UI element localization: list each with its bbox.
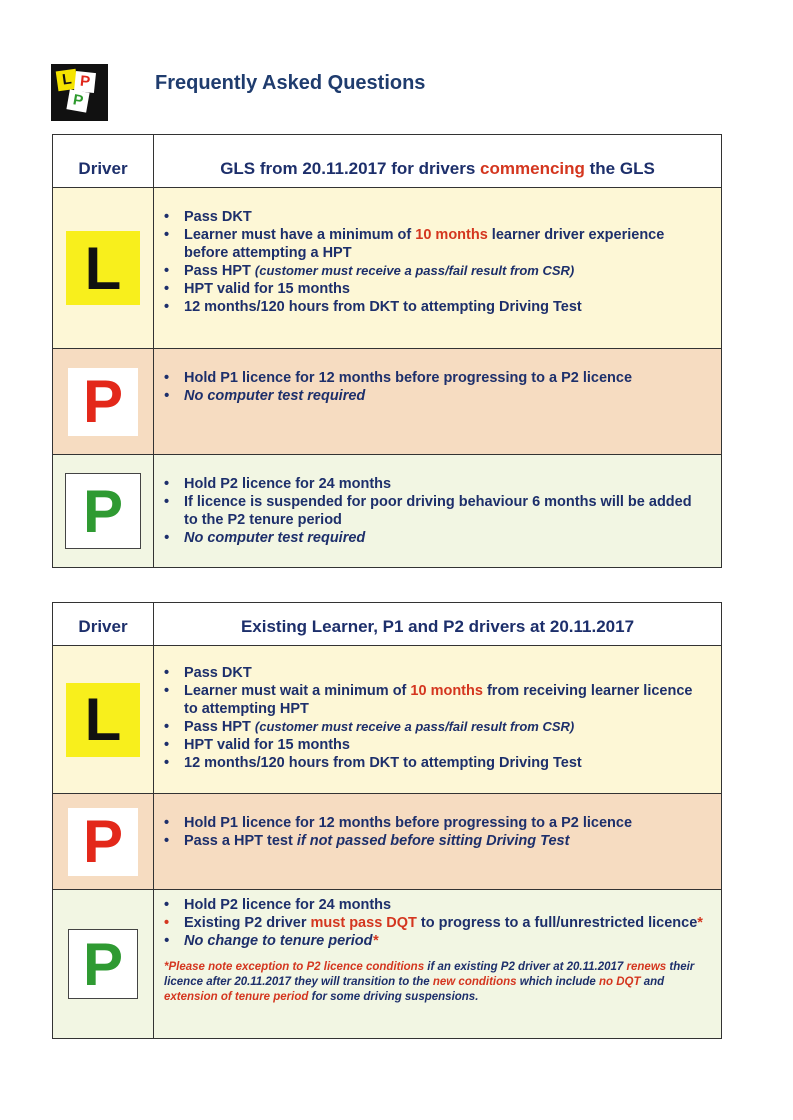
p2-exception-note: *Please note exception to P2 licence conditions if an existing P2 driver at 20.11.2017 renews their licence after 20.11.2017 they will transition to the new conditions which include no DQT and extension of tenure period for some driving suspensions. (164, 961, 695, 1003)
p1-row (53, 348, 721, 454)
list-item: • Learner must wait a minimum of 10 months from receiving learner licence to attempting HPT (164, 682, 703, 718)
learner-plate-icon: L (66, 683, 140, 757)
list-item: • HPT valid for 15 months (164, 280, 703, 298)
list-item: • Hold P2 licence for 24 months (164, 896, 703, 914)
logo-p-green-tile: P (66, 89, 89, 112)
list-item: • Pass HPT (customer must receive a pass/fail result from CSR) (164, 718, 703, 736)
p2-plate-cell (53, 455, 154, 567)
p2-plate-icon: P (68, 929, 138, 999)
existing-drivers-table (52, 602, 722, 1039)
learner-plate-cell (53, 646, 154, 793)
p1-rules-cell (154, 349, 721, 454)
learner-rules-list (154, 646, 721, 772)
p2-row (53, 889, 721, 1038)
gls-heading-cell (154, 135, 721, 187)
p1-rules-cell (154, 794, 721, 889)
learner-rules-cell (154, 646, 721, 793)
list-item: • Learner must have a minimum of 10 months learner driver experience before attempting a HPT (164, 226, 703, 262)
list-item: • Pass HPT (customer must receive a pass/fail result from CSR) (164, 262, 703, 280)
list-item: • 12 months/120 hours from DKT to attempting Driving Test (164, 754, 703, 772)
p2-rules-cell (154, 455, 721, 567)
gls-heading-pre: GLS from 20.11.2017 for drivers (220, 159, 481, 178)
list-item: • 12 months/120 hours from DKT to attempting Driving Test (164, 298, 703, 316)
driver-header-label: Driver (78, 617, 128, 636)
table-header-row (53, 135, 721, 187)
list-item: • Hold P1 licence for 12 months before progressing to a P2 licence (164, 369, 703, 387)
page-title: Frequently Asked Questions (155, 72, 426, 94)
learner-row (53, 645, 721, 793)
p2-rules-list (154, 455, 721, 547)
driver-column-header (53, 603, 154, 645)
list-item: • HPT valid for 15 months (164, 736, 703, 754)
gls-commencing-table (52, 134, 722, 568)
p2-plate-cell (53, 890, 154, 1038)
learner-rules-cell (154, 188, 721, 348)
lpp-logo (51, 64, 108, 121)
p2-rules-cell (154, 890, 721, 1038)
p1-plate-cell (53, 794, 154, 889)
p1-rules-list (154, 349, 721, 405)
list-item: • Hold P1 licence for 12 months before progressing to a P2 licence (164, 814, 703, 832)
gls-heading (220, 159, 655, 179)
table-header-row (53, 603, 721, 645)
p1-row (53, 793, 721, 889)
learner-plate-icon: L (66, 231, 140, 305)
p1-rules-list (154, 794, 721, 850)
list-item: • No computer test required (164, 529, 703, 547)
existing-heading-cell (154, 603, 721, 645)
gls-heading-post: the GLS (584, 159, 655, 178)
p2-plate-icon: P (65, 473, 141, 549)
list-item: • Pass a HPT test if not passed before sitting Driving Test (164, 832, 703, 850)
p2-row (53, 454, 721, 567)
driver-column-header (53, 135, 154, 187)
list-item: • Existing P2 driver must pass DQT to progress to a full/unrestricted licence* (164, 914, 703, 932)
gls-heading-highlight: commencing (480, 159, 585, 178)
list-item: • Hold P2 licence for 24 months (164, 475, 703, 493)
learner-rules-list (154, 188, 721, 316)
p1-plate-icon: P (68, 808, 138, 876)
learner-row (53, 187, 721, 348)
logo-l-tile: L (56, 69, 79, 92)
list-item: • If licence is suspended for poor driving behaviour 6 months will be added to the P2 tenure period (164, 493, 703, 529)
existing-heading: Existing Learner, P1 and P2 drivers at 20.11.2017 (240, 617, 635, 636)
p1-plate-icon: P (68, 368, 138, 436)
learner-plate-cell (53, 188, 154, 348)
list-item: • No change to tenure period* (164, 932, 703, 950)
logo-p-red-tile: P (74, 71, 96, 93)
p1-plate-cell (53, 349, 154, 454)
list-item: • No computer test required (164, 387, 703, 405)
driver-header-label: Driver (78, 159, 128, 178)
p2-rules-list (154, 890, 721, 950)
list-item: • Pass DKT (164, 208, 703, 226)
list-item: • Pass DKT (164, 664, 703, 682)
